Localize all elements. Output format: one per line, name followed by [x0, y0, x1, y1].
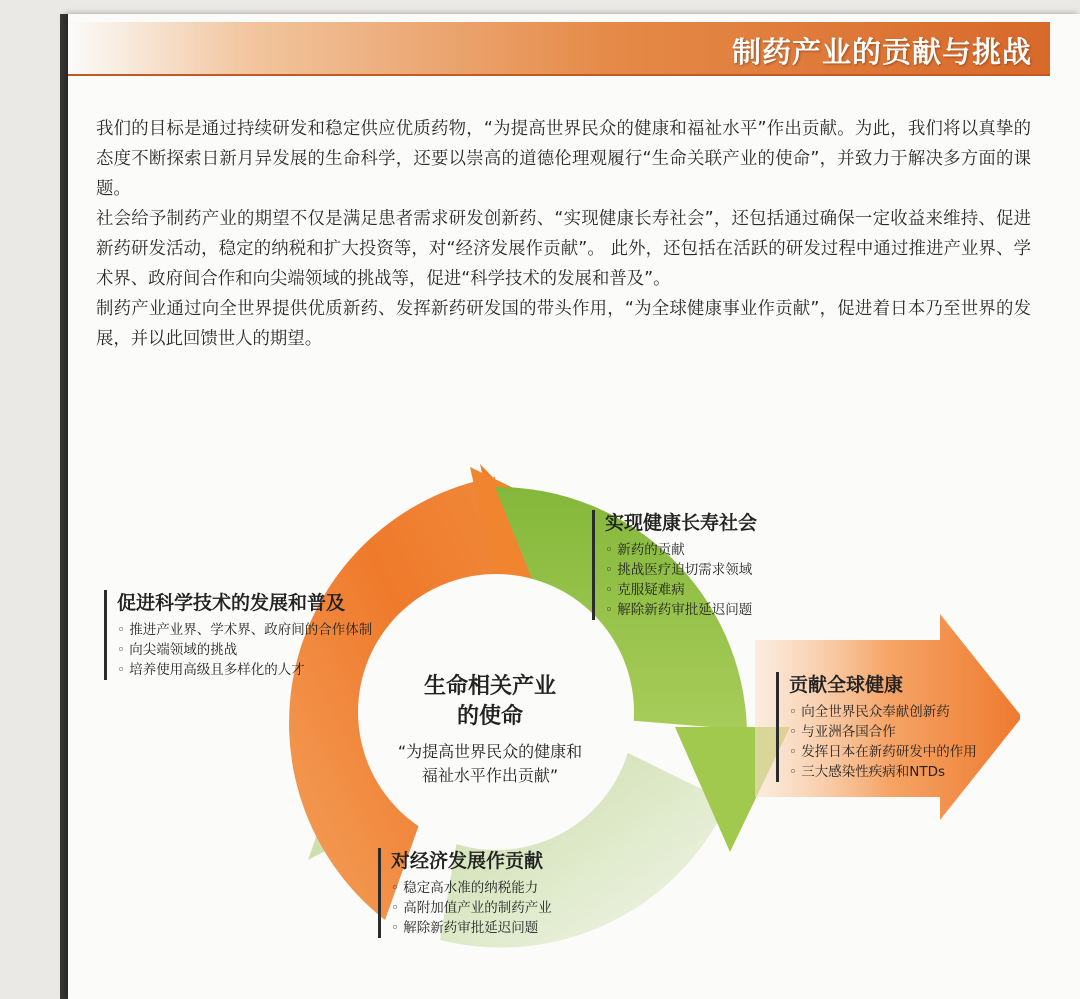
intro-paragraph-3: 制药产业通过向全世界提供优质新药、发挥新药研发国的带头作用，“为全球健康事业作贡献”，促进着日本乃至世界的发展，并以此回馈世人的期望。 — [96, 299, 1031, 349]
health-box — [592, 510, 757, 620]
economy-item: ◦ 解除新药审批延迟问题 — [391, 918, 552, 938]
global-item: ◦ 与亚洲各国合作 — [789, 722, 977, 742]
center-subtitle-line1: “为提高世界民众的健康和 — [397, 742, 583, 761]
economy-title: 对经济发展作贡献 — [391, 850, 544, 872]
health-item: ◦ 克服疑难病 — [605, 580, 757, 600]
economy-item: ◦ 稳定高水准的纳税能力 — [391, 878, 552, 898]
science-list — [117, 620, 372, 680]
economy-list — [391, 878, 552, 938]
center-mission — [380, 672, 600, 788]
title-bar — [68, 22, 1050, 76]
intro-text — [96, 114, 1031, 354]
economy-box — [378, 848, 552, 938]
health-list — [605, 540, 757, 620]
global-title: 贡献全球健康 — [789, 674, 904, 696]
book-spine — [60, 14, 68, 999]
global-box — [776, 672, 977, 782]
global-item: ◦ 发挥日本在新药研发中的作用 — [789, 742, 977, 762]
center-title-line2: 的使命 — [456, 704, 523, 729]
health-item: ◦ 挑战医疗迫切需求领域 — [605, 560, 757, 580]
global-item: ◦ 向全世界民众奉献创新药 — [789, 702, 977, 722]
science-title: 促进科学技术的发展和普及 — [117, 592, 346, 614]
health-item: ◦ 解除新药审批延迟问题 — [605, 600, 757, 620]
intro-paragraph-2: 社会给予制药产业的期望不仅是满足患者需求研发创新药、“实现健康长寿社会”，还包括通过确保一定收益来维持、促进新药研发活动，稳定的纳税和扩大投资等，对“经济发展作贡献”。 此外，还包括在活跃的研发过程中通过推进产业界、学术界、政府间合作和向尖端领域的挑战等，促进“科学技术的发展和普及”。 — [96, 209, 1031, 289]
center-subtitle-line2: 福祉水平作出贡献” — [421, 766, 559, 785]
global-item: ◦ 三大感染性疾病和NTDs — [789, 762, 977, 782]
global-list — [789, 702, 977, 782]
science-item: ◦ 推进产业界、学术界、政府间的合作体制 — [117, 620, 372, 640]
economy-item: ◦ 高附加值产业的制药产业 — [391, 898, 552, 918]
health-item: ◦ 新药的贡献 — [605, 540, 757, 560]
science-box — [104, 590, 372, 680]
intro-paragraph-1: 我们的目标是通过持续研发和稳定供应优质药物，“为提高世界民众的健康和福祉水平”作出贡献。为此，我们将以真挚的态度不断探索日新月异发展的生命科学，还要以崇高的道德伦理观履行“生命关联产业的使命”，并致力于解决多方面的课题。 — [96, 119, 1031, 199]
health-title: 实现健康长寿社会 — [605, 512, 758, 534]
center-title-line1: 生命相关产业 — [423, 674, 556, 699]
science-item: ◦ 培养使用高级且多样化的人才 — [117, 660, 372, 680]
science-item: ◦ 向尖端领域的挑战 — [117, 640, 372, 660]
page-title: 制药产业的贡献与挑战 — [731, 35, 1032, 69]
